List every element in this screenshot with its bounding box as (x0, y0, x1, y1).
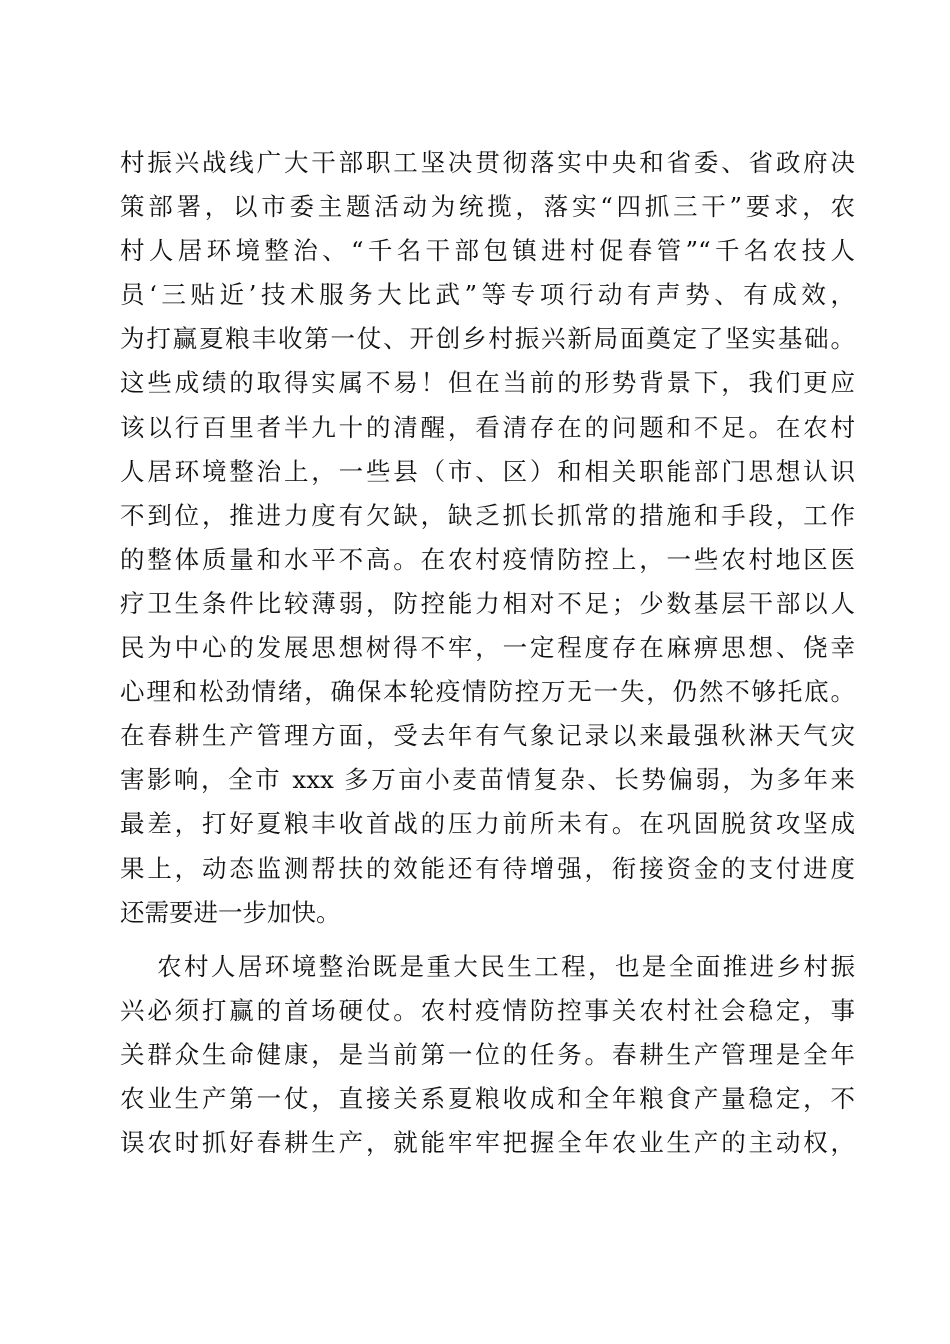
text-line: 该以行百里者半九十的清醒，看清存在的问题和不足。在农村 (120, 412, 855, 442)
text-line: 这些成绩的取得实属不易！但在当前的形势背景下，我们更应 (120, 368, 855, 398)
text-line: 民为中心的发展思想树得不牢，一定程度存在麻痹思想、侥幸 (120, 633, 855, 663)
text-line: 还需要进一步加快。 (120, 897, 341, 927)
text-line: 关群众生命健康，是当前第一位的任务。春耕生产管理是全年 (120, 1039, 855, 1069)
text-line: 兴必须打赢的首场硬仗。农村疫情防控事关农村社会稳定，事 (120, 995, 855, 1025)
text-line: 农业生产第一仗，直接关系夏粮收成和全年粮食产量稳定，不 (120, 1083, 855, 1113)
text-line: 误农时抓好春耕生产，就能牢牢把握全年农业生产的主动权， (120, 1128, 855, 1158)
text-line: 农村人居环境整治既是重大民生工程，也是全面推进乡村振 (157, 951, 855, 981)
text-line: 策部署，以市委主题活动为统揽，落实“四抓三干”要求，农 (120, 192, 855, 222)
paragraph-spacer (120, 935, 855, 945)
text-line: 人居环境整治上，一些县（市、区）和相关职能部门思想认识 (120, 456, 855, 486)
body-text (120, 141, 855, 1165)
text-line: 果上，动态监测帮扶的效能还有待增强，衔接资金的支付进度 (120, 853, 855, 883)
text-line: 村振兴战线广大干部职工坚决贯彻落实中央和省委、省政府决 (120, 148, 855, 177)
paragraph-2 (120, 945, 855, 1165)
text-line: 害影响，全市 xxx 多万亩小麦苗情复杂、长势偏弱，为多年来 (120, 765, 855, 795)
text-line: 心理和松劲情绪，确保本轮疫情防控万无一失，仍然不够托底。 (120, 677, 855, 707)
text-line: 的整体质量和水平不高。在农村疫情防控上，一些农村地区医 (120, 544, 855, 574)
text-line: 在春耕生产管理方面，受去年有气象记录以来最强秋淋天气灾 (120, 721, 855, 751)
text-line: 员‘三贴近’技术服务大比武”等专项行动有声势、有成效， (120, 280, 855, 310)
paragraph-1 (120, 141, 855, 935)
text-line: 最差，打好夏粮丰收首战的压力前所未有。在巩固脱贫攻坚成 (120, 809, 855, 839)
text-line: 疗卫生条件比较薄弱，防控能力相对不足；少数基层干部以人 (120, 588, 855, 618)
text-line: 为打赢夏粮丰收第一仗、开创乡村振兴新局面奠定了坚实基础。 (120, 324, 855, 354)
text-line: 村人居环境整治、“千名干部包镇进村促春管”“千名农技人 (120, 236, 855, 266)
text-line: 不到位，推进力度有欠缺，缺乏抓长抓常的措施和手段，工作 (120, 500, 855, 530)
